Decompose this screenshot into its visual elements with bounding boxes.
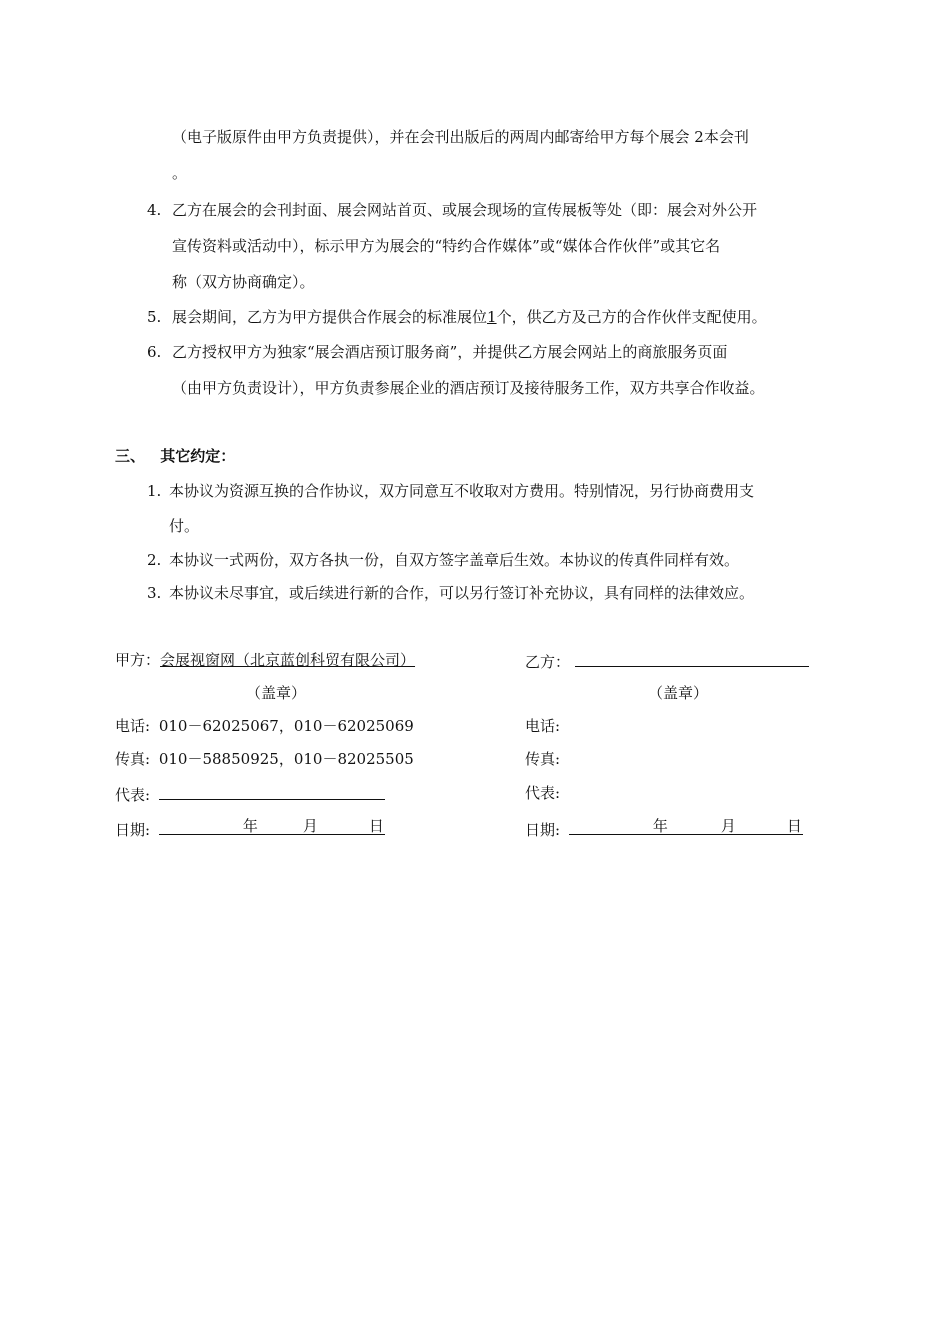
party-a-fax-label: 传真: — [115, 750, 151, 768]
party-b-year-label: 年 — [652, 817, 668, 835]
party-b-phone-row — [525, 716, 560, 736]
item4-line3 — [172, 272, 315, 292]
party-a-year-label: 年 — [242, 817, 258, 835]
item6-line2 — [172, 378, 765, 398]
clause3-text: 本协议未尽事宜，或后续进行新的合作，可以另行签订补充协议，具有同样的法律效应。 — [169, 584, 755, 602]
item4-number — [147, 200, 161, 220]
party-a-phone-label: 电话: — [115, 717, 151, 735]
party-b-month-label: 月 — [720, 817, 736, 835]
party-b-seal — [648, 683, 708, 703]
clause1-text-2: 付。 — [169, 517, 200, 535]
party-a-rep-row — [115, 783, 385, 805]
party-a-fax-value: 010－58850925，010－82025505 — [158, 750, 414, 768]
item4-text-1: 乙方在展会的会刊封面、展会网站首页、或展会现场的宣传展板等处（即：展会对外公开 — [172, 201, 758, 219]
item3-continuation-line2 — [172, 163, 187, 183]
party-a-rep-label: 代表: — [115, 786, 151, 804]
item6-num-text: 6. — [147, 343, 162, 361]
party-b-row — [525, 650, 809, 672]
party-a-fax-row — [115, 749, 414, 769]
clause3-number — [147, 583, 161, 603]
party-b-date-field[interactable] — [569, 816, 803, 835]
party-a-month-label: 月 — [302, 817, 318, 835]
item3-continuation-line1 — [172, 127, 749, 147]
item6-text-1: 乙方授权甲方为独家“展会酒店预订服务商”，并提供乙方展会网站上的商旅服务页面 — [172, 343, 728, 361]
party-b-name-field[interactable] — [575, 650, 809, 667]
clause1-num-text: 1. — [147, 482, 162, 500]
party-a-day-label: 日 — [368, 817, 384, 835]
party-b-day-label: 日 — [786, 817, 802, 835]
item4-text-3: 称（双方协商确定）。 — [172, 273, 315, 291]
item5-text-pre: 展会期间，乙方为甲方提供合作展会的标准展位 — [172, 308, 488, 326]
item5-num-text: 5. — [147, 308, 162, 326]
item4-line2 — [172, 236, 720, 256]
party-b-date-row — [525, 816, 803, 840]
party-b-rep-row — [525, 783, 560, 803]
item5-number — [147, 307, 161, 327]
party-a-name: 会展视窗网（北京蓝创科贸有限公司） — [160, 651, 416, 669]
clause3-line — [169, 583, 754, 603]
section3-heading — [115, 446, 235, 466]
item3-text-1: （电子版原件由甲方负责提供），并在会刊出版后的两周内邮寄给甲方每个展会 2本会刊 — [172, 128, 749, 146]
item5-quantity: 1 — [487, 308, 497, 326]
clause3-num-text: 3. — [147, 584, 162, 602]
party-b-fax-label: 传真: — [525, 750, 561, 768]
party-a-label: 甲方： — [115, 651, 161, 669]
item4-line1 — [172, 200, 757, 220]
item3-text-2: 。 — [172, 164, 188, 182]
clause1-line1 — [169, 481, 754, 501]
party-b-phone-label: 电话: — [525, 717, 561, 735]
party-a-seal-text: （盖章） — [246, 684, 307, 702]
party-a-date-row — [115, 816, 385, 840]
clause2-line — [169, 550, 739, 570]
party-b-label: 乙方： — [525, 653, 571, 671]
clause1-text-1: 本协议为资源互换的合作协议，双方同意互不收取对方费用。特别情况，另行协商费用支 — [169, 482, 755, 500]
party-b-seal-text: （盖章） — [648, 684, 709, 702]
item5-line — [172, 307, 767, 327]
item4-num-text: 4. — [147, 201, 162, 219]
section3-heading-title: 其它约定： — [160, 447, 236, 465]
item6-text-2: （由甲方负责设计），甲方负责参展企业的酒店预订及接待服务工作，双方共享合作收益。 — [172, 379, 765, 397]
clause1-line2 — [169, 516, 199, 536]
clause2-number — [147, 550, 161, 570]
party-a-date-field[interactable] — [159, 816, 385, 835]
party-a-phone-value: 010－62025067，010－62025069 — [158, 717, 414, 735]
item4-text-2: 宣传资料或活动中），标示甲方为展会的“特约合作媒体”或“媒体合作伙伴”或其它名 — [172, 237, 721, 255]
section3-heading-number: 三、 — [115, 447, 146, 465]
party-a-date-label: 日期: — [115, 821, 151, 839]
clause2-text: 本协议一式两份，双方各执一份，自双方签字盖章后生效。本协议的传真件同样有效。 — [169, 551, 740, 569]
party-b-fax-row — [525, 749, 560, 769]
party-b-rep-label: 代表: — [525, 784, 561, 802]
item6-line1 — [172, 342, 727, 362]
clause1-number — [147, 481, 161, 501]
item6-number — [147, 342, 161, 362]
clause2-num-text: 2. — [147, 551, 162, 569]
party-a-phone-row — [115, 716, 414, 736]
party-a-seal — [246, 683, 306, 703]
item5-text-post: 个，供乙方及己方的合作伙伴支配使用。 — [496, 308, 767, 326]
party-a-row — [115, 650, 431, 670]
party-a-rep-field[interactable] — [159, 783, 385, 800]
party-b-date-label: 日期: — [525, 821, 561, 839]
